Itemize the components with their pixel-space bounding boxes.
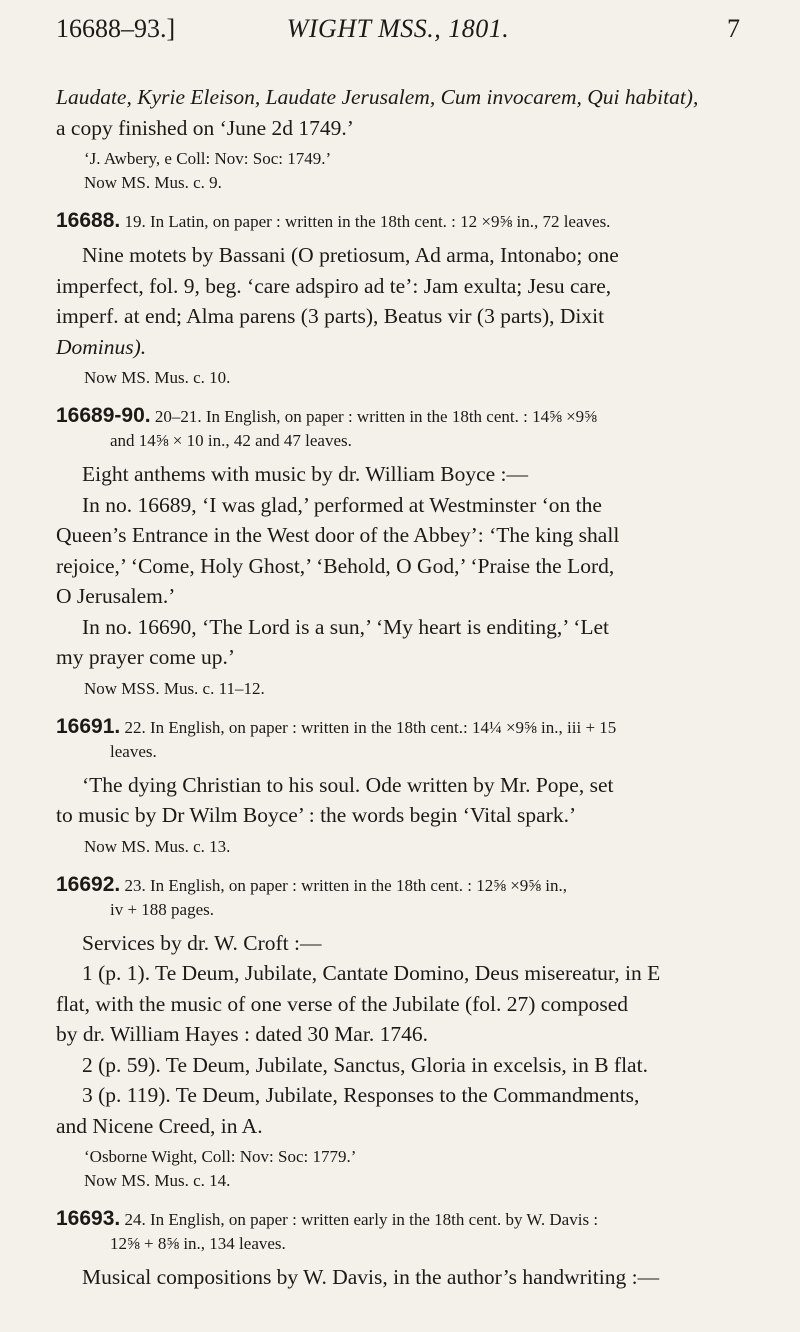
text-line: rejoice,’ ‘Come, Holy Ghost,’ ‘Behold, O God,’ ‘Praise the Lord, — [56, 553, 615, 578]
text-line: imperf. at end; Alma parens (3 parts), Beatus vir (3 parts), Dixit — [56, 304, 605, 328]
text-line: Musical compositions by W. Davis, in the author’s handwriting :— — [82, 1265, 660, 1289]
catalogue-body — [56, 82, 744, 1293]
entry-16693 — [56, 1207, 744, 1293]
entry-description: 22. In English, on paper : written in the 18th cent.: 14¼ ×9⅝ in., iii + 15 — [124, 717, 617, 737]
text-line: In no. 16690, ‘The Lord is a sun,’ ‘My heart is enditing,’ ‘Let — [82, 614, 610, 639]
text-line: to music by Dr Wilm Boyce’ : the words begin ‘Vital spark.’ — [56, 803, 577, 827]
entry-description: 19. In Latin, on paper : written in the 18th cent. : 12 ×9⅝ in., 72 leaves. — [124, 212, 611, 231]
text-line: by dr. William Hayes : dated 30 Mar. 1746. — [56, 1022, 428, 1046]
shelfmark: Now MSS. Mus. c. 11–12. — [84, 678, 265, 698]
entry-heading — [56, 715, 744, 764]
text-line: Services by dr. W. Croft :— — [82, 930, 322, 955]
text-line: 1 (p. 1). Te Deum, Jubilate, Cantate Domino, Deus misereatur, in E — [82, 961, 661, 985]
shelfmark: Now MS. Mus. c. 14. — [84, 1171, 231, 1190]
entry-16691 — [56, 715, 744, 859]
entry-number: 16693. — [56, 1207, 121, 1230]
entry-description-cont: leaves. — [110, 741, 157, 761]
entry-number: 16691. — [56, 714, 121, 738]
header-title: WIGHT MSS., 1801. — [286, 14, 510, 43]
entry-number: 16688. — [56, 209, 121, 232]
entry-continuation — [56, 82, 744, 195]
text-line: 3 (p. 119). Te Deum, Jubilate, Responses to the Commandments, — [82, 1083, 640, 1107]
entry-16689-90 — [56, 404, 744, 701]
header-range: 16688–93.] — [56, 14, 176, 43]
text-line: Laudate, Kyrie Eleison, Laudate Jerusalem, Cum invocarem, Qui habitat), — [56, 85, 699, 109]
entry-description: 24. In English, on paper : written early in the 18th cent. by W. Davis : — [124, 1210, 599, 1229]
shelfmark: Now MS. Mus. c. 9. — [84, 173, 222, 192]
entry-16688 — [56, 209, 744, 390]
entry-number: 16689-90. — [56, 404, 151, 427]
text-line: 2 (p. 59). Te Deum, Jubilate, Sanctus, Gloria in excelsis, in B flat. — [82, 1052, 648, 1077]
page-number: 7 — [727, 14, 740, 43]
entry-heading — [56, 1207, 744, 1256]
text-line: In no. 16689, ‘I was glad,’ performed at Westminster ‘on the — [82, 492, 602, 517]
shelfmark: Now MS. Mus. c. 10. — [84, 368, 231, 387]
text-line: a copy finished on ‘June 2d 1749.’ — [56, 115, 354, 140]
text-line: ‘The dying Christian to his soul. Ode written by Mr. Pope, set — [82, 772, 614, 797]
entry-number: 16692. — [56, 872, 121, 896]
entry-description: 23. In English, on paper : written in the 18th cent. : 12⅝ ×9⅝ in., — [124, 875, 568, 895]
text-line: O Jerusalem.’ — [56, 584, 176, 608]
running-header — [56, 14, 740, 50]
entry-heading — [56, 209, 744, 234]
entry-heading — [56, 873, 744, 922]
text-line: flat, with the music of one verse of the Jubilate (fol. 27) composed — [56, 991, 628, 1016]
entry-description-cont: iv + 188 pages. — [110, 899, 215, 919]
text-line: my prayer come up.’ — [56, 645, 236, 669]
entry-description-cont: 12⅝ + 8⅝ in., 134 leaves. — [110, 1234, 286, 1253]
text-line: Dominus). — [56, 334, 147, 359]
shelfmark: Now MS. Mus. c. 13. — [84, 836, 231, 856]
text-line: Nine motets by Bassani (O pretiosum, Ad arma, Intonabo; one — [82, 243, 619, 267]
text-line: Queen’s Entrance in the West door of the Abbey’: ‘The king shall — [56, 523, 620, 547]
text-line: and Nicene Creed, in A. — [56, 1113, 263, 1138]
inscription-quote: ‘Osborne Wight, Coll: Nov: Soc: 1779.’ — [84, 1147, 357, 1166]
inscription-quote: ‘J. Awbery, e Coll: Nov: Soc: 1749.’ — [84, 149, 332, 168]
entry-description-cont: and 14⅝ × 10 in., 42 and 47 leaves. — [110, 431, 352, 450]
entry-description: 20–21. In English, on paper : written in the 18th cent. : 14⅝ ×9⅝ — [154, 407, 597, 426]
entry-16692 — [56, 873, 744, 1194]
entry-heading — [56, 404, 744, 453]
text-line: imperfect, fol. 9, beg. ‘care adspiro ad te’: Jam exulta; Jesu care, — [56, 273, 612, 298]
text-line: Eight anthems with music by dr. William Boyce :— — [82, 462, 529, 486]
